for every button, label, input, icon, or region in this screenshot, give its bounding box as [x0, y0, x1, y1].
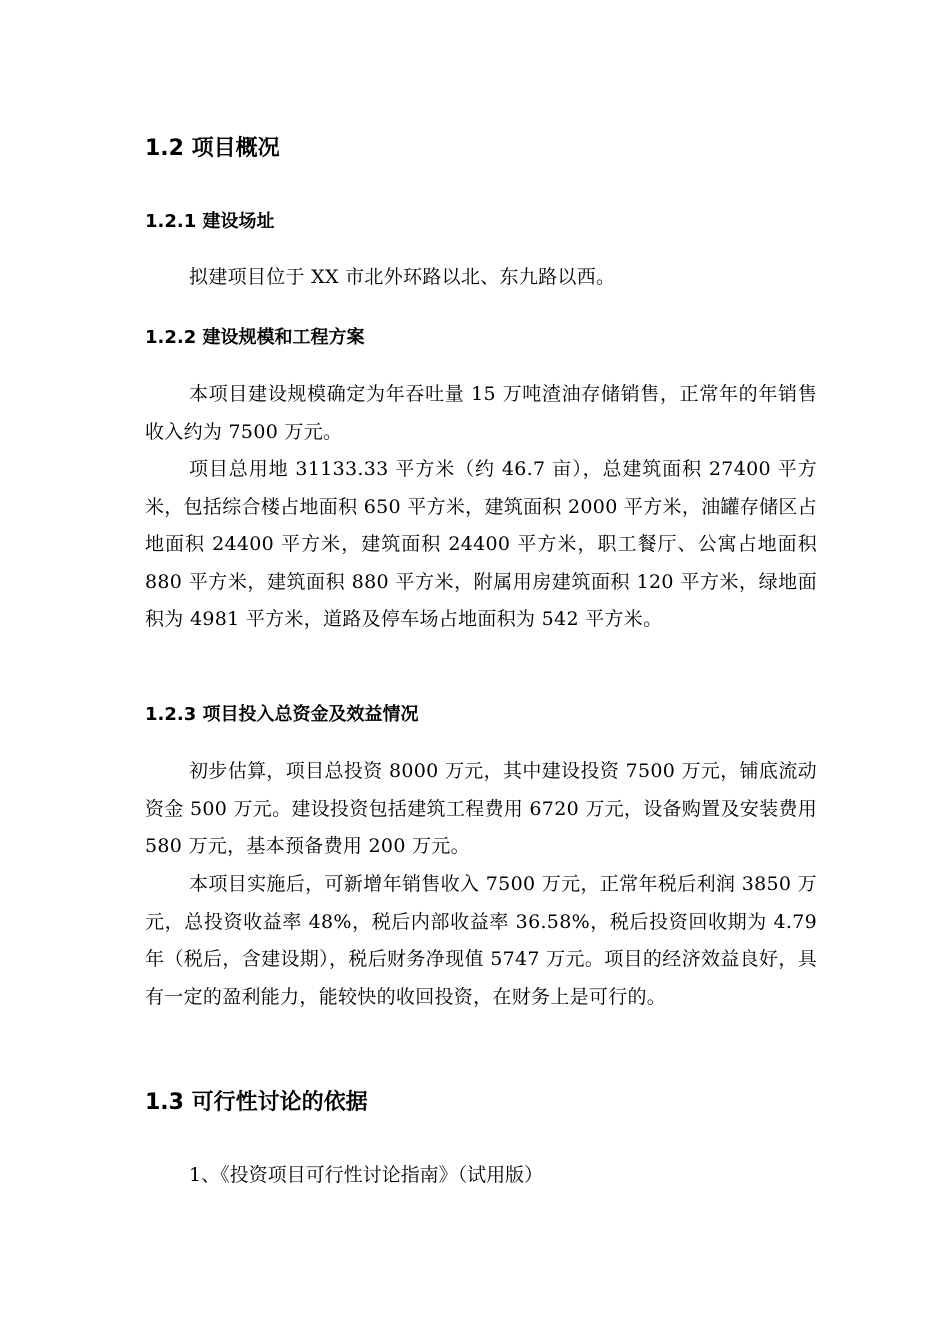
section-heading-1-2-3: 1.2.3 项目投入总资金及效益情况: [145, 704, 419, 725]
paragraph-investment-estimate: 初步估算，项目总投资 8000 万元，其中建设投资 7500 万元，铺底流动资金 500 万元。建设投资包括建筑工程费用 6720 万元，设备购置及安装费用 580 万元，基本预备费用 200 万元。: [145, 760, 817, 857]
section-heading-1-2-2: 1.2.2 建设规模和工程方案: [145, 327, 365, 348]
section-heading-1-2-1: 1.2.1 建设场址: [145, 211, 275, 232]
section-heading-1-2: 1.2 项目概况: [145, 136, 280, 161]
section-heading-1-3: 1.3 可行性讨论的依据: [145, 1090, 368, 1115]
paragraph-economic-benefit: 本项目实施后，可新增年销售收入 7500 万元，正常年税后利润 3850 万元，总投资收益率 48%，税后内部收益率 36.58%，税后投资回收期为 4.79 年（税后，含建设期），税后财务净现值 5747 万元。项目的经济效益良好，具有一定的盈利能力，能较快的收回投资，在财务上是可行的。: [145, 873, 817, 1008]
list-item-basis-1: 1、《投资项目可行性讨论指南》（试用版）: [189, 1164, 544, 1186]
paragraph-land-and-buildings: 项目总用地 31133.33 平方米（约 46.7 亩），总建筑面积 27400 平方米，包括综合楼占地面积 650 平方米，建筑面积 2000 平方米，油罐存储区占地面积 24400 平方米，建筑面积 24400 平方米，职工餐厅、公寓占地面积 880 平方米，建筑面积 880 平方米，附属用房建筑面积 120 平方米，绿地面积为 4981 平方米，道路及停车场占地面积为 542 平方米。: [145, 458, 817, 630]
paragraph-construction-scale: 本项目建设规模确定为年吞吐量 15 万吨渣油存储销售，正常年的年销售收入约为 7500 万元。: [145, 383, 817, 443]
paragraph-site-location: 拟建项目位于 XX 市北外环路以北、东九路以西。: [189, 266, 616, 288]
